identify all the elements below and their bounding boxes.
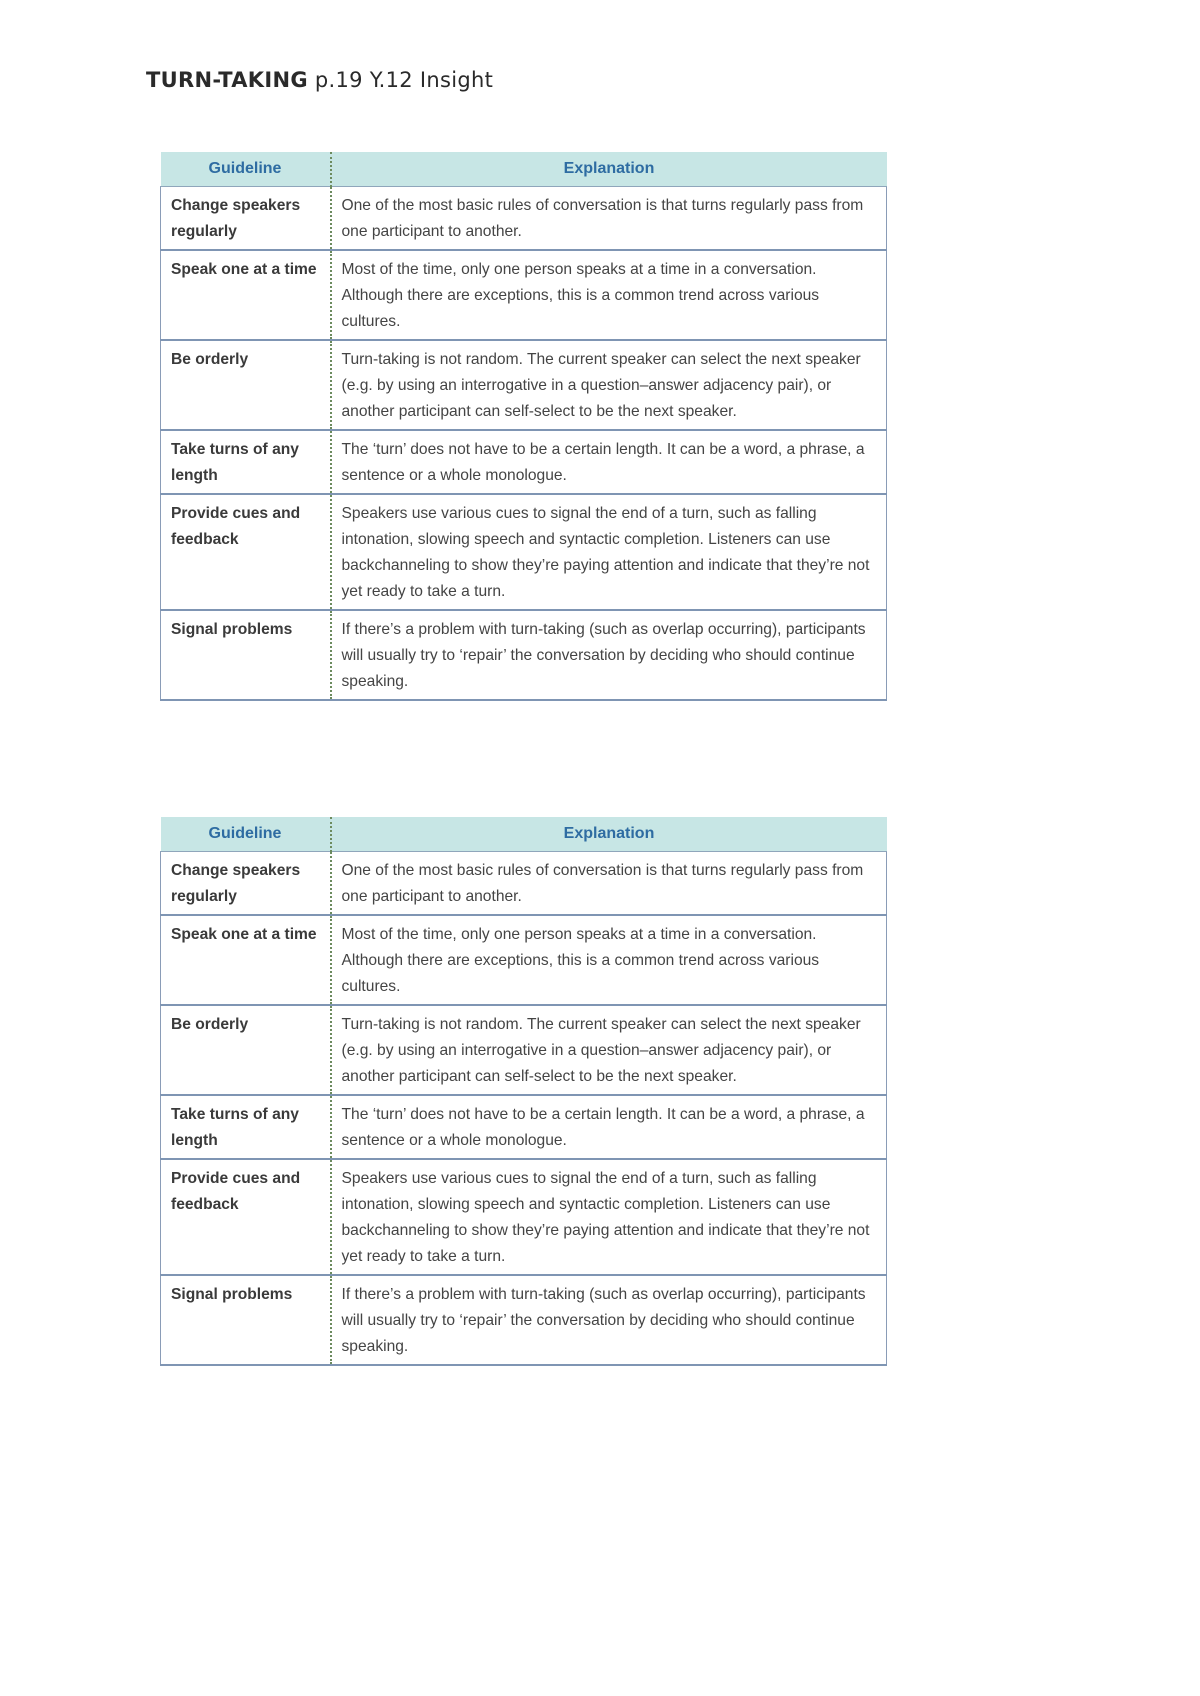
table-row xyxy=(161,340,887,430)
explanation-cell: One of the most basic rules of conversation is that turns regularly pass from one participant to another. xyxy=(331,852,887,916)
guideline-cell: Be orderly xyxy=(161,1005,331,1095)
explanation-cell: Most of the time, only one person speaks at a time in a conversation. Although there are exceptions, this is a common trend across various cultures. xyxy=(331,915,887,1005)
explanation-cell: The ‘turn’ does not have to be a certain length. It can be a word, a phrase, a sentence or a whole monologue. xyxy=(331,430,887,494)
guideline-cell: Take turns of any length xyxy=(161,1095,331,1159)
guideline-cell: Provide cues and feedback xyxy=(161,1159,331,1275)
guidelines-table xyxy=(160,152,887,701)
table-header-row xyxy=(161,817,887,852)
table-row xyxy=(161,1005,887,1095)
guideline-cell: Provide cues and feedback xyxy=(161,494,331,610)
guidelines-table xyxy=(160,817,887,1366)
explanation-cell: If there’s a problem with turn-taking (such as overlap occurring), participants will usually try to ‘repair’ the conversation by deciding who should continue speaking. xyxy=(331,610,887,700)
explanation-cell: The ‘turn’ does not have to be a certain length. It can be a word, a phrase, a sentence or a whole monologue. xyxy=(331,1095,887,1159)
page-title xyxy=(146,68,493,92)
guideline-cell: Change speakers regularly xyxy=(161,187,331,251)
guideline-cell: Speak one at a time xyxy=(161,915,331,1005)
table-header-row xyxy=(161,152,887,187)
table-row xyxy=(161,494,887,610)
column-header-guideline: Guideline xyxy=(161,817,331,852)
guidelines-table-image xyxy=(160,817,886,1366)
guideline-cell: Signal problems xyxy=(161,610,331,700)
table-row xyxy=(161,1095,887,1159)
page-title-topic: TURN-TAKING xyxy=(146,68,308,92)
table-row xyxy=(161,430,887,494)
guideline-cell: Be orderly xyxy=(161,340,331,430)
table-row xyxy=(161,610,887,700)
guideline-cell: Signal problems xyxy=(161,1275,331,1365)
page-title-reference: p.19 Y.12 Insight xyxy=(307,68,494,92)
guideline-cell: Take turns of any length xyxy=(161,430,331,494)
explanation-cell: Turn-taking is not random. The current speaker can select the next speaker (e.g. by using an interrogative in a question–answer adjacency pair), or another participant can self-select to be the next speaker. xyxy=(331,340,887,430)
column-header-explanation: Explanation xyxy=(331,152,887,187)
guideline-cell: Change speakers regularly xyxy=(161,852,331,916)
column-header-guideline: Guideline xyxy=(161,152,331,187)
column-header-explanation: Explanation xyxy=(331,817,887,852)
explanation-cell: If there’s a problem with turn-taking (such as overlap occurring), participants will usually try to ‘repair’ the conversation by deciding who should continue speaking. xyxy=(331,1275,887,1365)
table-row xyxy=(161,852,887,916)
table-row xyxy=(161,250,887,340)
explanation-cell: Speakers use various cues to signal the end of a turn, such as falling intonation, slowing speech and syntactic completion. Listeners can use backchanneling to show they’re paying attention and indicate that they’re not yet ready to take a turn. xyxy=(331,1159,887,1275)
table-row xyxy=(161,915,887,1005)
table-row xyxy=(161,187,887,251)
table-row xyxy=(161,1159,887,1275)
explanation-cell: Speakers use various cues to signal the end of a turn, such as falling intonation, slowing speech and syntactic completion. Listeners can use backchanneling to show they’re paying attention and indicate that they’re not yet ready to take a turn. xyxy=(331,494,887,610)
explanation-cell: One of the most basic rules of conversation is that turns regularly pass from one participant to another. xyxy=(331,187,887,251)
explanation-cell: Most of the time, only one person speaks at a time in a conversation. Although there are exceptions, this is a common trend across various cultures. xyxy=(331,250,887,340)
guidelines-table-image xyxy=(160,152,886,701)
table-row xyxy=(161,1275,887,1365)
explanation-cell: Turn-taking is not random. The current speaker can select the next speaker (e.g. by using an interrogative in a question–answer adjacency pair), or another participant can self-select to be the next speaker. xyxy=(331,1005,887,1095)
guideline-cell: Speak one at a time xyxy=(161,250,331,340)
